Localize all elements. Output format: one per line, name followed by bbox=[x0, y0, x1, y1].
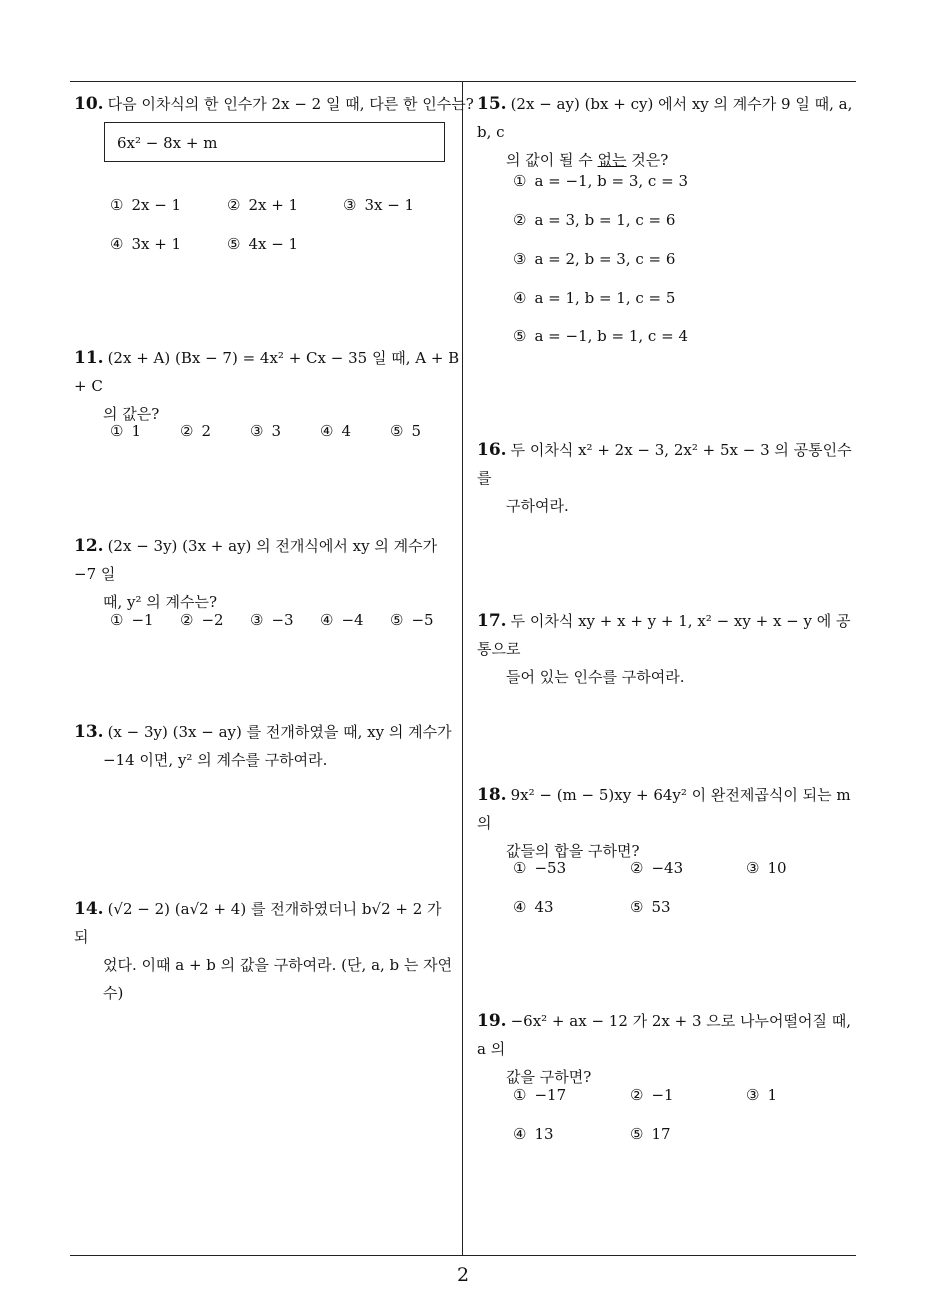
choice-text: −1 bbox=[131, 611, 154, 629]
choice-text: a = 3, b = 1, c = 6 bbox=[534, 211, 676, 229]
choice-4[interactable] bbox=[513, 289, 675, 307]
choice-3[interactable] bbox=[746, 859, 787, 877]
choice-mark: ② bbox=[513, 211, 527, 229]
question-11 bbox=[74, 344, 460, 428]
choice-text: −5 bbox=[411, 611, 434, 629]
choice-5[interactable] bbox=[513, 327, 688, 345]
choice-mark: ① bbox=[513, 859, 527, 877]
choice-mark: ⑤ bbox=[630, 1125, 644, 1143]
question-text-line2: 값을 구하면? bbox=[506, 1068, 592, 1086]
question-text-line2: 들어 있는 인수를 구하여라. bbox=[506, 668, 685, 686]
choice-3[interactable] bbox=[343, 196, 414, 214]
question-number: 19. bbox=[477, 1011, 507, 1031]
choice-mark: ② bbox=[180, 611, 194, 629]
question-number: 15. bbox=[477, 94, 507, 114]
choice-2[interactable] bbox=[227, 196, 298, 214]
question-text-line2: −14 이면, y² 의 계수를 구하여라. bbox=[103, 751, 328, 769]
choice-text: 1 bbox=[131, 422, 141, 440]
choice-text: a = −1, b = 3, c = 3 bbox=[534, 172, 688, 190]
choice-mark: ③ bbox=[513, 250, 527, 268]
choice-1[interactable] bbox=[513, 172, 688, 190]
choice-1[interactable] bbox=[513, 1086, 566, 1104]
choice-text: a = 2, b = 3, c = 6 bbox=[534, 250, 676, 268]
question-text-line2: 때, y² 의 계수는? bbox=[103, 593, 218, 611]
choice-mark: ③ bbox=[343, 196, 357, 214]
choice-text: 2x + 1 bbox=[248, 196, 299, 214]
underlined-word: 없는 bbox=[597, 151, 627, 169]
question-text-line1: (√2 − 2) (a√2 + 4) 를 전개하였더니 b√2 + 2 가 되 bbox=[74, 900, 442, 946]
choice-mark: ④ bbox=[513, 289, 527, 307]
choice-mark: ② bbox=[180, 422, 194, 440]
choice-text: 17 bbox=[651, 1125, 671, 1143]
choice-mark: ① bbox=[110, 422, 124, 440]
choice-mark: ⑤ bbox=[630, 898, 644, 916]
choice-mark: ④ bbox=[513, 898, 527, 916]
choice-mark: ④ bbox=[320, 611, 334, 629]
choice-3[interactable] bbox=[250, 611, 294, 629]
choice-3[interactable] bbox=[250, 422, 281, 440]
choice-text: 3x − 1 bbox=[364, 196, 415, 214]
choice-text: −17 bbox=[534, 1086, 567, 1104]
expression-box: 6x² − 8x + m bbox=[104, 122, 445, 162]
choice-mark: ⑤ bbox=[513, 327, 527, 345]
question-text-line3: 수) bbox=[103, 984, 124, 1002]
choice-mark: ① bbox=[110, 611, 124, 629]
page-number: 2 bbox=[456, 1264, 470, 1286]
choice-text: 2 bbox=[201, 422, 211, 440]
choice-mark: ④ bbox=[320, 422, 334, 440]
question-text-line2-pre: 의 값이 될 수 bbox=[506, 151, 598, 169]
choice-3[interactable] bbox=[746, 1086, 777, 1104]
question-number: 14. bbox=[74, 899, 104, 919]
choice-text: 3 bbox=[271, 422, 281, 440]
choice-text: 4x − 1 bbox=[248, 235, 299, 253]
question-text-line1: 두 이차식 x² + 2x − 3, 2x² + 5x − 3 의 공통인수를 bbox=[477, 441, 852, 487]
choice-text: −2 bbox=[201, 611, 224, 629]
choice-2[interactable] bbox=[513, 211, 675, 229]
choice-mark: ③ bbox=[746, 1086, 760, 1104]
question-13 bbox=[74, 718, 460, 774]
choice-5[interactable] bbox=[390, 611, 434, 629]
choice-mark: ① bbox=[110, 196, 124, 214]
choice-text: −3 bbox=[271, 611, 294, 629]
choice-text: 53 bbox=[651, 898, 671, 916]
choice-5[interactable] bbox=[390, 422, 421, 440]
choice-text: 1 bbox=[767, 1086, 777, 1104]
question-text-line1: −6x² + ax − 12 가 2x + 3 으로 나누어떨어질 때, a 의 bbox=[477, 1012, 852, 1058]
choice-mark: ② bbox=[630, 859, 644, 877]
question-text-line1: (2x + A) (Bx − 7) = 4x² + Cx − 35 일 때, A + B + C bbox=[74, 349, 460, 395]
choice-2[interactable] bbox=[180, 422, 211, 440]
choice-1[interactable] bbox=[513, 859, 566, 877]
choice-mark: ③ bbox=[746, 859, 760, 877]
question-text-line2-post: 것은? bbox=[626, 151, 669, 169]
choice-mark: ⑤ bbox=[390, 422, 404, 440]
question-number: 16. bbox=[477, 440, 507, 460]
question-number: 12. bbox=[74, 536, 104, 556]
question-text-line2: 값들의 합을 구하면? bbox=[506, 842, 640, 860]
choice-text: −43 bbox=[651, 859, 684, 877]
question-14 bbox=[74, 895, 460, 1007]
choice-2[interactable] bbox=[180, 611, 224, 629]
question-text-line1: 9x² − (m − 5)xy + 64y² 이 완전제곱식이 되는 m 의 bbox=[477, 786, 851, 832]
choice-mark: ② bbox=[630, 1086, 644, 1104]
choice-text: 2x − 1 bbox=[131, 196, 182, 214]
question-text: 다음 이차식의 한 인수가 2x − 2 일 때, 다른 한 인수는? bbox=[107, 95, 474, 113]
question-10 bbox=[74, 90, 474, 118]
choice-mark: ③ bbox=[250, 422, 264, 440]
choice-mark: ④ bbox=[513, 1125, 527, 1143]
question-number: 13. bbox=[74, 722, 104, 742]
choice-mark: ① bbox=[513, 172, 527, 190]
question-17 bbox=[477, 607, 861, 691]
choice-text: 4 bbox=[341, 422, 351, 440]
question-number: 18. bbox=[477, 785, 507, 805]
question-text-line1: (2x − 3y) (3x + ay) 의 전개식에서 xy 의 계수가 −7 일 bbox=[74, 537, 438, 583]
choice-4[interactable] bbox=[513, 898, 554, 916]
question-19 bbox=[477, 1007, 861, 1091]
choice-text: 5 bbox=[411, 422, 421, 440]
question-text-line2: 었다. 이때 a + b 의 값을 구하여라. (단, a, b 는 자연 bbox=[103, 956, 453, 974]
question-text-line2 bbox=[477, 146, 861, 174]
bottom-rule bbox=[70, 1255, 856, 1256]
choice-text: −1 bbox=[651, 1086, 674, 1104]
choice-mark: ⑤ bbox=[227, 235, 241, 253]
choice-text: 43 bbox=[534, 898, 554, 916]
choice-text: 10 bbox=[767, 859, 787, 877]
choice-text: 13 bbox=[534, 1125, 554, 1143]
choice-mark: ③ bbox=[250, 611, 264, 629]
choice-3[interactable] bbox=[513, 250, 675, 268]
choice-text: a = 1, b = 1, c = 5 bbox=[534, 289, 676, 307]
choice-text: −53 bbox=[534, 859, 567, 877]
choice-5[interactable] bbox=[630, 1125, 671, 1143]
question-text-line1: (2x − ay) (bx + cy) 에서 xy 의 계수가 9 일 때, a, b, c bbox=[477, 95, 853, 141]
choice-mark: ⑤ bbox=[390, 611, 404, 629]
choice-2[interactable] bbox=[630, 1086, 674, 1104]
question-number: 10. bbox=[74, 94, 104, 114]
question-text-line1: (x − 3y) (3x − ay) 를 전개하였을 때, xy 의 계수가 bbox=[107, 723, 452, 741]
choice-5[interactable] bbox=[630, 898, 671, 916]
choice-mark: ④ bbox=[110, 235, 124, 253]
choice-mark: ② bbox=[227, 196, 241, 214]
choice-1[interactable] bbox=[110, 422, 141, 440]
choice-4[interactable] bbox=[513, 1125, 554, 1143]
choice-1[interactable] bbox=[110, 196, 181, 214]
choice-text: −4 bbox=[341, 611, 364, 629]
choice-4[interactable] bbox=[320, 422, 351, 440]
top-rule bbox=[70, 81, 856, 82]
choice-text: a = −1, b = 1, c = 4 bbox=[534, 327, 688, 345]
question-number: 17. bbox=[477, 611, 507, 631]
choice-5[interactable] bbox=[227, 235, 298, 253]
choice-mark: ① bbox=[513, 1086, 527, 1104]
column-divider bbox=[462, 81, 463, 1255]
question-text-line2: 구하여라. bbox=[506, 497, 569, 515]
choice-2[interactable] bbox=[630, 859, 683, 877]
question-12 bbox=[74, 532, 460, 616]
choice-1[interactable] bbox=[110, 611, 154, 629]
question-text-line2: 의 값은? bbox=[103, 405, 160, 423]
choice-4[interactable] bbox=[110, 235, 181, 253]
question-text-line1: 두 이차식 xy + x + y + 1, x² − xy + x − y 에 공통으로 bbox=[477, 612, 851, 658]
choice-4[interactable] bbox=[320, 611, 364, 629]
question-number: 11. bbox=[74, 348, 104, 368]
question-18 bbox=[477, 781, 861, 865]
choice-text: 3x + 1 bbox=[131, 235, 182, 253]
question-16 bbox=[477, 436, 861, 520]
question-15 bbox=[477, 90, 861, 174]
